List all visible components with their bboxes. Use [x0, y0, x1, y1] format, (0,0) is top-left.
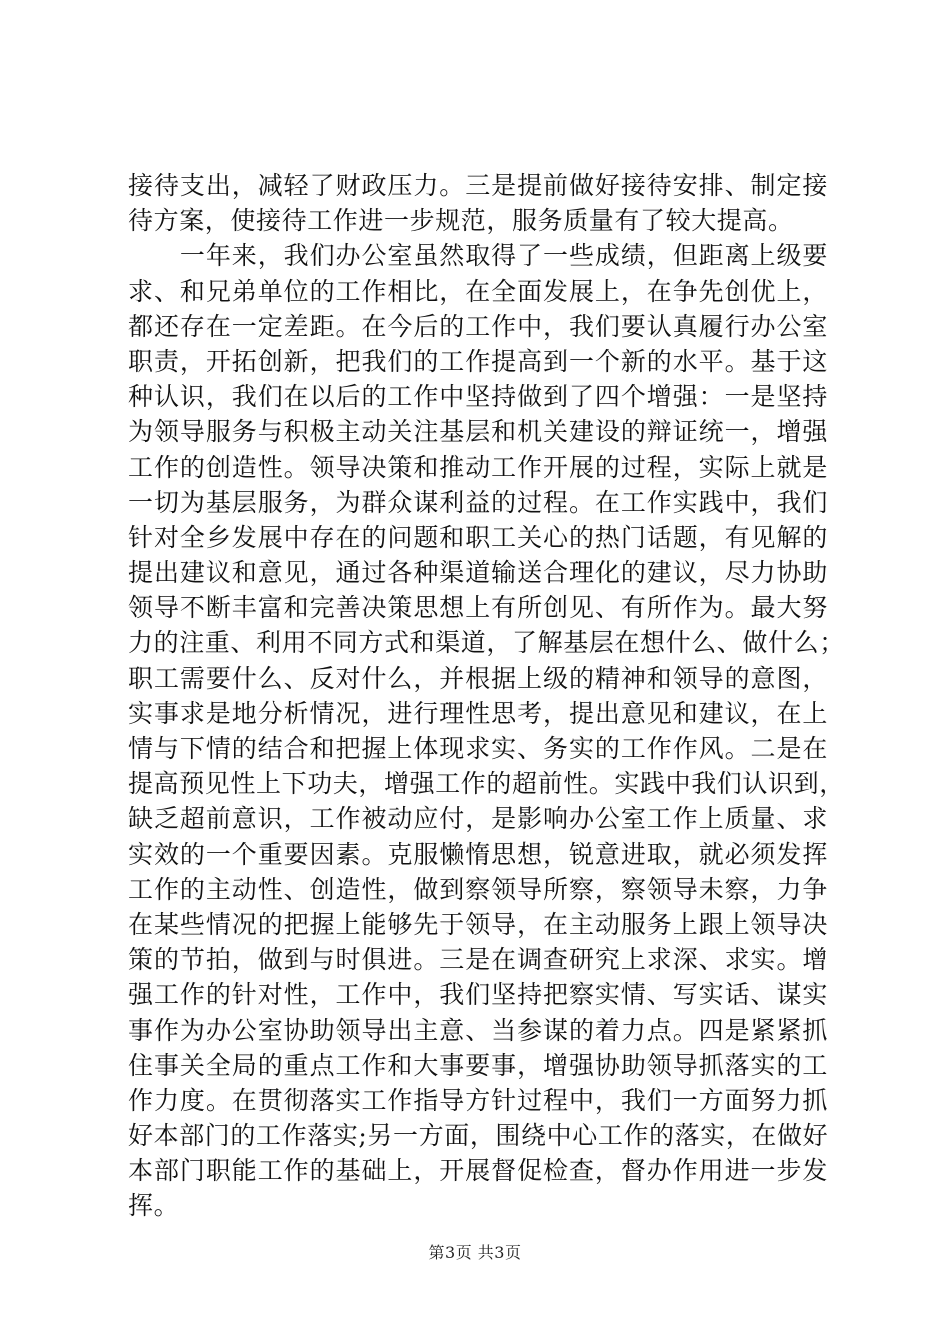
text-line: 情与下情的结合和把握上体现求实、务实的工作作风。二是在: [128, 734, 828, 763]
text-line: 待方案，使接待工作进一步规范，服务质量有了较大提高。: [128, 206, 794, 236]
text-line: 为领导服务与积极主动关注基层和机关建设的辩证统一，增强: [128, 417, 828, 447]
text-line: 一年来，我们办公室虽然取得了一些成绩，但距离上级要: [128, 241, 828, 271]
text-line: 缺乏超前意识，工作被动应付，是影响办公室工作上质量、求: [128, 804, 828, 834]
text-line: 领导不断丰富和完善决策思想上有所创见、有所作为。最大努: [128, 593, 828, 623]
text-line: 事作为办公室协助领导出主意、当参谋的着力点。四是紧紧抓: [128, 1015, 828, 1045]
text-line: 住事关全局的重点工作和大事要事，增强协助领导抓落实的工: [128, 1050, 828, 1080]
text-line: 本部门职能工作的基础上，开展督促检查，督办作用进一步发: [128, 1156, 828, 1186]
text-line: 针对全乡发展中存在的问题和职工关心的热门话题，有见解的: [128, 522, 828, 552]
text-line: 实事求是地分析情况，进行理性思考，提出意见和建议，在上: [128, 698, 828, 728]
text-line: 工作的主动性、创造性，做到察领导所察，察领导未察，力争: [128, 874, 828, 904]
text-line: 接待支出，减轻了财政压力。三是提前做好接待安排、制定接: [128, 171, 828, 200]
text-line: 在某些情况的把握上能够先于领导，在主动服务上跟上领导决: [128, 909, 828, 939]
text-line: 职责，开拓创新，把我们的工作提高到一个新的水平。基于这: [128, 346, 828, 376]
text-line: 实效的一个重要因素。克服懒惰思想，锐意进取，就必须发挥: [128, 839, 828, 869]
text-line: 策的节拍，做到与时俱进。三是在调查研究上求深、求实。增: [128, 945, 828, 975]
text-line: 一切为基层服务，为群众谋利益的过程。在工作实践中，我们: [128, 487, 828, 517]
text-line: 工作的创造性。领导决策和推动工作开展的过程，实际上就是: [128, 452, 828, 482]
text-line: 强工作的针对性，工作中，我们坚持把察实情、写实话、谋实: [128, 980, 828, 1010]
text-line: 职工需要什么、反对什么，并根据上级的精神和领导的意图，: [128, 663, 828, 693]
text-line: 作力度。在贯彻落实工作指导方针过程中，我们一方面努力抓: [128, 1085, 828, 1115]
text-line: 提出建议和意见，通过各种渠道输送合理化的建议，尽力协助: [128, 558, 828, 588]
text-line: 种认识，我们在以后的工作中坚持做到了四个增强：一是坚持: [128, 382, 828, 412]
text-line: 挥。: [128, 1191, 180, 1221]
text-line: 求、和兄弟单位的工作相比，在全面发展上，在争先创优上，: [128, 276, 828, 306]
text-line: 提高预见性上下功夫，增强工作的超前性。实践中我们认识到，: [128, 769, 845, 799]
text-line: 力的注重、利用不同方式和渠道，了解基层在想什么、做什么；: [128, 628, 845, 658]
text-line: 都还存在一定差距。在今后的工作中，我们要认真履行办公室: [128, 311, 828, 341]
document-body: [128, 168, 845, 1224]
page-number-footer: 第3页 共3页: [428, 1243, 522, 1262]
text-line: 好本部门的工作落实;另一方面，围绕中心工作的落实，在做好: [128, 1121, 829, 1151]
